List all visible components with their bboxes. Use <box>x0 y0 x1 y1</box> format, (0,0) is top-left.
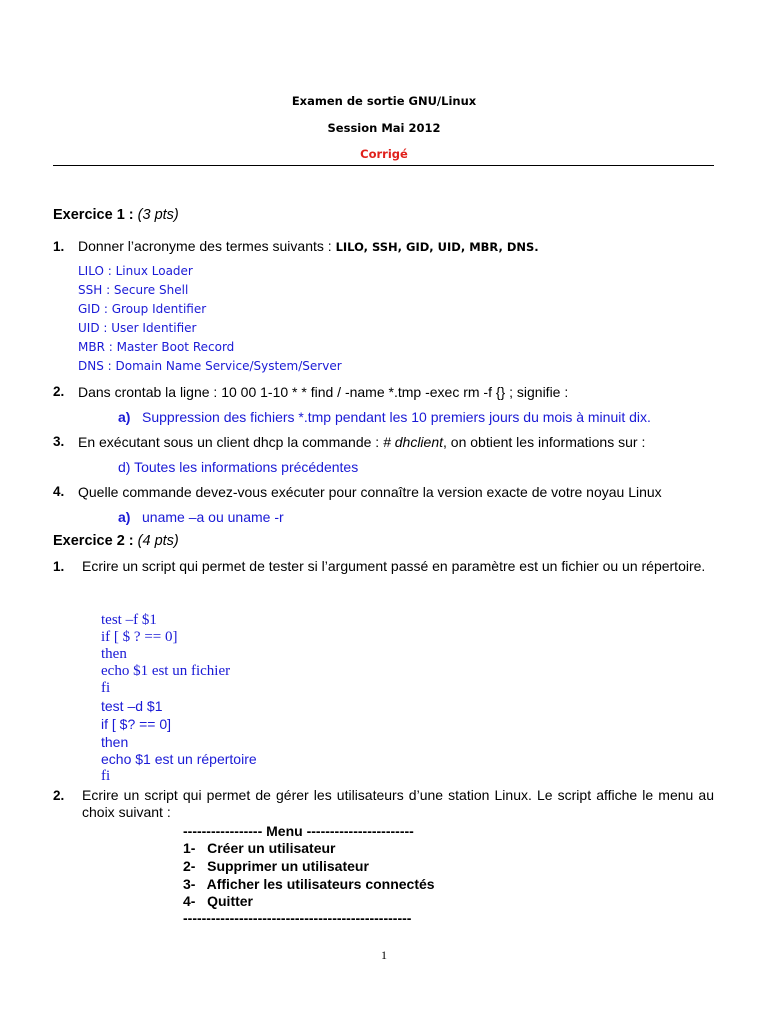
ex1-q4-text: Quelle commande devez-vous exécuter pour connaître la version exacte de votre noyau Linux <box>78 484 662 500</box>
menu-bottom-border: ------------------------------------------------- <box>183 910 412 926</box>
ex1-q3-command: # dhclient <box>383 434 444 450</box>
menu-top-border: ----------------- Menu ----------------------- <box>183 823 414 839</box>
question-number: 2. <box>53 788 65 803</box>
ex1-q4-answer: uname –a ou uname -r <box>142 509 284 525</box>
code-line: fi <box>101 768 111 784</box>
page-number: 1 <box>381 948 387 962</box>
acronym-answer: GID : Group Identifier <box>78 302 207 316</box>
acronym-answer: MBR : Master Boot Record <box>78 340 235 354</box>
ex1-q2-text: Dans crontab la ligne : 10 00 1-10 * * find / -name *.tmp -exec rm -f {} ; signifie : <box>78 384 569 400</box>
code-line: if [ $ ? == 0] <box>101 629 178 645</box>
question-number: 3. <box>53 434 65 449</box>
menu-item: 2- Supprimer un utilisateur <box>183 858 369 874</box>
exercise-1-title: Exercice 1 : <box>53 207 134 223</box>
menu-item: 3- Afficher les utilisateurs connectés <box>183 876 435 892</box>
code-line: test –d $1 <box>101 698 163 714</box>
ex1-q1-terms: LILO, SSH, GID, UID, MBR, DNS. <box>335 240 539 254</box>
question-number: 2. <box>53 384 65 399</box>
exercise-2-points: (4 pts) <box>137 533 179 549</box>
ex1-q3-text-before: En exécutant sous un client dhcp la commande : <box>78 434 384 450</box>
ex1-q2-answer-letter: a) <box>118 409 131 425</box>
code-line: then <box>101 646 127 662</box>
header-divider <box>53 165 714 166</box>
code-line: echo $1 est un fichier <box>101 663 231 679</box>
exam-session: Session Mai 2012 <box>327 121 441 135</box>
ex1-q3-answer: d) Toutes les informations précédentes <box>118 459 359 475</box>
acronym-answer: LILO : Linux Loader <box>78 264 193 278</box>
code-line: fi <box>101 680 111 696</box>
acronym-answer: DNS : Domain Name Service/System/Server <box>78 359 342 373</box>
question-number: 1. <box>53 239 65 254</box>
code-line: if [ $? == 0] <box>101 716 172 732</box>
ex1-q1-text <box>78 238 539 254</box>
question-number: 4. <box>53 484 65 499</box>
ex2-q2-text: Ecrire un script qui permet de gérer les utilisateurs d’une station Linux. Le script affiche le menu au choix suivant : <box>82 787 714 820</box>
menu-item: 1- Créer un utilisateur <box>183 840 336 856</box>
exam-title: Examen de sortie GNU/Linux <box>291 94 477 108</box>
ex1-q2-answer: Suppression des fichiers *.tmp pendant les 10 premiers jours du mois à minuit dix. <box>142 409 651 425</box>
code-line: then <box>101 734 129 750</box>
corrige-label: Corrigé <box>360 147 408 161</box>
acronym-answer: SSH : Secure Shell <box>78 283 189 297</box>
ex1-q3-text-after: , on obtient les informations sur : <box>443 434 646 450</box>
code-line: echo $1 est un répertoire <box>101 751 257 767</box>
ex1-q1-prompt: Donner l’acronyme des termes suivants : <box>78 238 332 254</box>
acronym-answer: UID : User Identifier <box>78 321 197 335</box>
menu-item: 4- Quitter <box>183 893 254 909</box>
question-number: 1. <box>53 559 65 574</box>
ex1-q3-text <box>78 434 645 450</box>
exercise-2-heading <box>53 533 179 549</box>
exercise-1-heading <box>53 207 179 223</box>
ex1-q4-answer-letter: a) <box>118 509 131 525</box>
exercise-2-title: Exercice 2 : <box>53 533 134 549</box>
exercise-1-points: (3 pts) <box>137 207 179 223</box>
code-line: test –f $1 <box>101 612 157 628</box>
ex2-q1-text: Ecrire un script qui permet de tester si l’argument passé en paramètre est un fichier ou un répertoire. <box>82 558 706 574</box>
